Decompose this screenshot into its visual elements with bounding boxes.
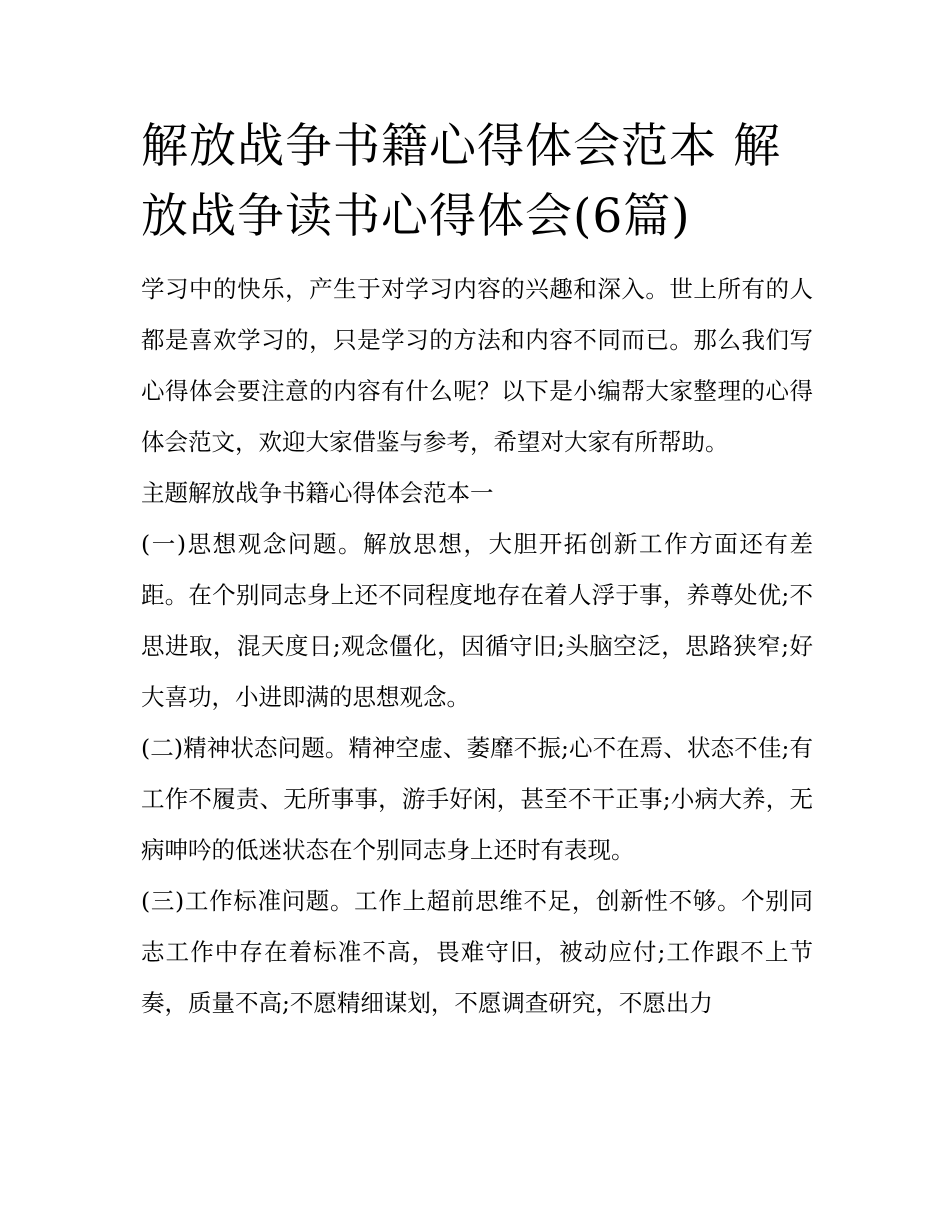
body-paragraph-2: (二)精神状态问题。精神空虚、萎靡不振;心不在焉、状态不佳;有工作不履责、无所事事，游手好闲，甚至不干正事;小病大养，无病呻吟的低迷状态在个别同志身上还时有表现。 [141, 734, 813, 864]
document-body [141, 264, 813, 1029]
document-title: 解放战争书籍心得体会范本 解放战争读书心得体会(6篇) [141, 119, 781, 244]
body-paragraph-1: (一)思想观念问题。解放思想，大胆开拓创新工作方面还有差距。在个别同志身上还不同程度地存在着人浮于事，养尊处优;不思进取，混天度日;观念僵化，因循守旧;头脑空泛，思路狭窄;好大喜功，小进即满的思想观念。 [141, 530, 813, 711]
body-paragraph-3: (三)工作标准问题。工作上超前思维不足，创新性不够。个别同志工作中存在着标准不高，畏难守旧，被动应付;工作跟不上节奏，质量不高;不愿精细谋划，不愿调查研究，不愿出力 [141, 887, 813, 1017]
section-heading: 主题解放战争书籍心得体会范本一 [141, 479, 494, 507]
document-page [141, 112, 813, 1029]
intro-paragraph: 学习中的快乐，产生于对学习内容的兴趣和深入。世上所有的人都是喜欢学习的，只是学习的方法和内容不同而已。那么我们写心得体会要注意的内容有什么呢？以下是小编帮大家整理的心得体会范文，欢迎大家借鉴与参考，希望对大家有所帮助。 [141, 275, 813, 456]
